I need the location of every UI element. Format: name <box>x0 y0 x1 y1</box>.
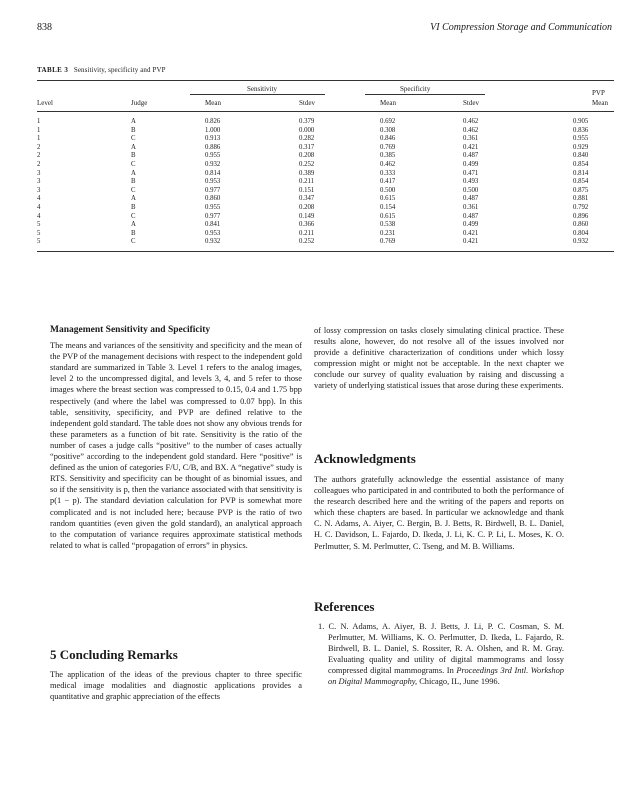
sens-stdev-cell: 0.211 <box>299 178 315 186</box>
pvp-mean-cell: 0.840 <box>573 152 589 160</box>
table-row <box>37 230 614 239</box>
pvp-mean-cell: 0.896 <box>573 212 589 220</box>
spec-mean-cell: 0.615 <box>380 195 396 203</box>
judge-cell: A <box>131 143 136 151</box>
pvp-mean-cell: 0.875 <box>573 186 589 194</box>
sens-stdev-cell: 0.208 <box>299 152 315 160</box>
acknowledgments-heading: Acknowledgments <box>314 451 416 466</box>
spec-stdev-cell: 0.487 <box>463 212 479 220</box>
judge-cell: B <box>131 178 136 186</box>
level-cell: 1 <box>37 118 41 125</box>
table-row <box>37 204 614 213</box>
spec-stdev-cell: 0.500 <box>463 186 479 194</box>
spec-mean-cell: 0.417 <box>380 178 396 186</box>
level-cell: 3 <box>37 186 41 194</box>
table-header-rule <box>37 111 614 112</box>
col-header-sens-stdev: Stdev <box>299 99 315 107</box>
sens-mean-cell: 0.955 <box>205 152 221 160</box>
pvp-mean-cell: 0.881 <box>573 195 589 203</box>
sens-stdev-cell: 0.149 <box>299 212 315 220</box>
sens-mean-cell: 0.826 <box>205 118 221 125</box>
pvp-mean-cell: 0.955 <box>573 135 589 143</box>
pvp-mean-cell: 0.792 <box>573 203 589 211</box>
judge-cell: A <box>131 195 136 203</box>
sens-stdev-cell: 0.000 <box>299 126 315 134</box>
sens-mean-cell: 0.932 <box>205 238 221 246</box>
sens-stdev-cell: 0.211 <box>299 229 315 237</box>
level-cell: 4 <box>37 203 41 211</box>
judge-cell: C <box>131 186 136 194</box>
level-cell: 4 <box>37 195 41 203</box>
spec-stdev-cell: 0.499 <box>463 221 479 229</box>
reference-item <box>314 621 564 688</box>
sens-stdev-cell: 0.252 <box>299 238 315 246</box>
judge-cell: C <box>131 212 136 220</box>
spec-mean-cell: 0.769 <box>380 143 396 151</box>
level-cell: 5 <box>37 238 41 246</box>
sens-mean-cell: 0.886 <box>205 143 221 151</box>
spec-stdev-cell: 0.471 <box>463 169 479 177</box>
judge-cell: B <box>131 229 136 237</box>
spec-stdev-cell: 0.421 <box>463 143 479 151</box>
continuation-paragraph: of lossy compression on tasks closely simulating clinical practice. These results alone, however, do not resolve all of the issues involved nor provide a definitive characterization of conditions under which lossy compression might or might not be acceptable. In the next chapter we conclude our survey of quality evaluation by raising and discussing a variety of underlying statistical issues that arose during these experiments. <box>314 326 564 391</box>
section-paragraph: The means and variances of the sensitivity and specificity and the mean of the PVP of the management decisions with respect to the independent gold standard are summarized in Table 3. Level 1 refers to the analog images, level 2 to the uncompressed digital, and levels 3, 4, and 5 refer to those images where the breast section was compressed to 0.15, 0.4 and 1.75 bpp respectively (and where the label was compressed to 0.07 bpp). In this table, sensitivity, specificity, and PVP are defined relative to the independent gold standard. The table does not show any obvious trends for these parameters as a function of bit rate. Sensitivity is the ratio of the number of cases a judge calls “positive” to the number of cases actually “positive” according to the independent gold standard. Here “positive” is defined as the union of categories F/U, C/B, and BX. A “negative” study is RTS. Sensitivity and specificity can be thought of as binomial issues, and so if the sensitivity is p, then the variance associated with that sensitivity is p(1 − p). The standard deviation calculation for PVP is somewhat more complicated and is not included here; because PVP is the ratio of two random quantities (even given the gold standard), an analytical approach to the computation of variance requires approximate statistical methods related to what is called “propagation of errors” in physics. <box>50 341 302 550</box>
specificity-underline <box>365 94 485 95</box>
col-header-sens-mean: Mean <box>205 99 221 107</box>
col-header-spec-mean: Mean <box>380 99 396 107</box>
spec-mean-cell: 0.769 <box>380 238 396 246</box>
col-header-pvp-mean: Mean <box>592 99 608 107</box>
spec-mean-cell: 0.154 <box>380 203 396 211</box>
spec-mean-cell: 0.615 <box>380 212 396 220</box>
group-header-pvp: PVP <box>592 89 605 97</box>
table-title: Sensitivity, specificity and PVP <box>73 66 166 74</box>
sens-mean-cell: 1.000 <box>205 126 221 134</box>
spec-stdev-cell: 0.421 <box>463 229 479 237</box>
page-number: 838 <box>37 22 52 33</box>
table-row <box>37 127 614 136</box>
sens-stdev-cell: 0.252 <box>299 160 315 168</box>
spec-stdev-cell: 0.421 <box>463 238 479 246</box>
sens-stdev-cell: 0.282 <box>299 135 315 143</box>
pvp-mean-cell: 0.814 <box>573 169 589 177</box>
table-row <box>37 144 614 153</box>
sens-mean-cell: 0.953 <box>205 229 221 237</box>
judge-cell: A <box>131 118 136 125</box>
judge-cell: B <box>131 126 136 134</box>
spec-stdev-cell: 0.462 <box>463 118 479 125</box>
sens-stdev-cell: 0.347 <box>299 195 315 203</box>
col-header-level: Level <box>37 99 53 107</box>
section-heading: Management Sensitivity and Specificity <box>50 325 211 335</box>
spec-stdev-cell: 0.487 <box>463 152 479 160</box>
level-cell: 1 <box>37 135 41 143</box>
spec-mean-cell: 0.538 <box>380 221 396 229</box>
spec-stdev-cell: 0.361 <box>463 135 479 143</box>
pvp-mean-cell: 0.854 <box>573 160 589 168</box>
spec-mean-cell: 0.846 <box>380 135 396 143</box>
table-row <box>37 221 614 230</box>
spec-mean-cell: 0.692 <box>380 118 396 125</box>
level-cell: 5 <box>37 229 41 237</box>
table-row <box>37 187 614 196</box>
spec-stdev-cell: 0.487 <box>463 195 479 203</box>
sens-stdev-cell: 0.379 <box>299 118 315 125</box>
level-cell: 5 <box>37 221 41 229</box>
judge-cell: C <box>131 160 136 168</box>
spec-stdev-cell: 0.361 <box>463 203 479 211</box>
sens-mean-cell: 0.977 <box>205 212 221 220</box>
table-caption <box>37 66 166 74</box>
sens-stdev-cell: 0.366 <box>299 221 315 229</box>
pvp-mean-cell: 0.854 <box>573 178 589 186</box>
table-label: TABLE 3 <box>37 66 69 74</box>
judge-cell: B <box>131 152 136 160</box>
running-head: VI Compression Storage and Communication <box>430 22 612 33</box>
sens-mean-cell: 0.932 <box>205 160 221 168</box>
table-bottom-rule <box>37 251 614 252</box>
table-row <box>37 195 614 204</box>
pvp-mean-cell: 0.932 <box>573 238 589 246</box>
judge-cell: B <box>131 203 136 211</box>
sens-mean-cell: 0.860 <box>205 195 221 203</box>
sens-stdev-cell: 0.317 <box>299 143 315 151</box>
sens-mean-cell: 0.814 <box>205 169 221 177</box>
table-row <box>37 118 614 127</box>
judge-cell: C <box>131 135 136 143</box>
level-cell: 1 <box>37 126 41 134</box>
spec-mean-cell: 0.462 <box>380 160 396 168</box>
level-cell: 4 <box>37 212 41 220</box>
sens-stdev-cell: 0.208 <box>299 203 315 211</box>
judge-cell: C <box>131 238 136 246</box>
spec-mean-cell: 0.308 <box>380 126 396 134</box>
sens-mean-cell: 0.913 <box>205 135 221 143</box>
table-body <box>37 118 614 247</box>
pvp-mean-cell: 0.929 <box>573 143 589 151</box>
spec-mean-cell: 0.231 <box>380 229 396 237</box>
sens-mean-cell: 0.953 <box>205 178 221 186</box>
group-header-specificity: Specificity <box>400 85 431 93</box>
pvp-mean-cell: 0.836 <box>573 126 589 134</box>
chapter-paragraph: The application of the ideas of the previous chapter to three specific medical image modalities and diagnostic applications provides a quantitative and graphic appreciation of the effects <box>50 670 302 702</box>
spec-mean-cell: 0.385 <box>380 152 396 160</box>
table-row <box>37 152 614 161</box>
reference-venue: Proceedings 3rd Intl. Workshop on Digital Mammography, <box>328 666 564 687</box>
sens-stdev-cell: 0.151 <box>299 186 315 194</box>
sensitivity-underline <box>190 94 325 95</box>
table-row <box>37 178 614 187</box>
level-cell: 2 <box>37 143 41 151</box>
pvp-mean-cell: 0.804 <box>573 229 589 237</box>
spec-stdev-cell: 0.493 <box>463 178 479 186</box>
table-row <box>37 135 614 144</box>
references-heading: References <box>314 599 375 614</box>
col-header-spec-stdev: Stdev <box>463 99 479 107</box>
table-row <box>37 161 614 170</box>
chapter-heading: 5 Concluding Remarks <box>50 647 178 662</box>
sens-mean-cell: 0.977 <box>205 186 221 194</box>
sens-stdev-cell: 0.389 <box>299 169 315 177</box>
judge-cell: A <box>131 169 136 177</box>
sens-mean-cell: 0.955 <box>205 203 221 211</box>
table-row <box>37 170 614 179</box>
sens-mean-cell: 0.841 <box>205 221 221 229</box>
table-row <box>37 238 614 247</box>
level-cell: 2 <box>37 152 41 160</box>
spec-mean-cell: 0.333 <box>380 169 396 177</box>
pvp-mean-cell: 0.905 <box>573 118 589 125</box>
table-top-rule <box>37 80 614 81</box>
judge-cell: A <box>131 221 136 229</box>
reference-text: 1. C. N. Adams, A. Aiyer, B. J. Betts, J. Li, P. C. Cosman, S. M. Perlmutter, M. Williams, K. O. Perlmutter, D. Ikeda, L. Fajardo, R. Birdwell, B. L. Daniel, S. Rossiter, R. A. Olshen, and R. M. Gray. Evaluating quality and utility of digital mammograms and lossy compressed digital mammograms. In <box>318 622 564 676</box>
spec-stdev-cell: 0.499 <box>463 160 479 168</box>
level-cell: 2 <box>37 160 41 168</box>
reference-tail: Chicago, IL, June 1996. <box>417 677 500 687</box>
col-header-judge: Judge <box>131 99 148 107</box>
pvp-mean-cell: 0.860 <box>573 221 589 229</box>
spec-mean-cell: 0.500 <box>380 186 396 194</box>
group-header-sensitivity: Sensitivity <box>247 85 277 93</box>
left-column <box>50 325 302 551</box>
acknowledgments-text: The authors gratefully acknowledge the essential assistance of many colleagues who participated in and contributed to both the performance of the research described here and the writing of the papers and reports on which these chapters are based. In particular we acknowledge and thank C. N. Adams, A. Aiyer, C. Bergin, B. J. Betts, R. Birdwell, B. L. Daniel, H. C. Davidson, L. Fajardo, D. Ikeda, J. Li, K. C. P. Li, L. Moses, K. O. Perlmutter, S. M. Perlmutter, C. Tseng, and M. B. Williams. <box>314 475 564 551</box>
table-row <box>37 213 614 222</box>
level-cell: 3 <box>37 169 41 177</box>
spec-stdev-cell: 0.462 <box>463 126 479 134</box>
level-cell: 3 <box>37 178 41 186</box>
